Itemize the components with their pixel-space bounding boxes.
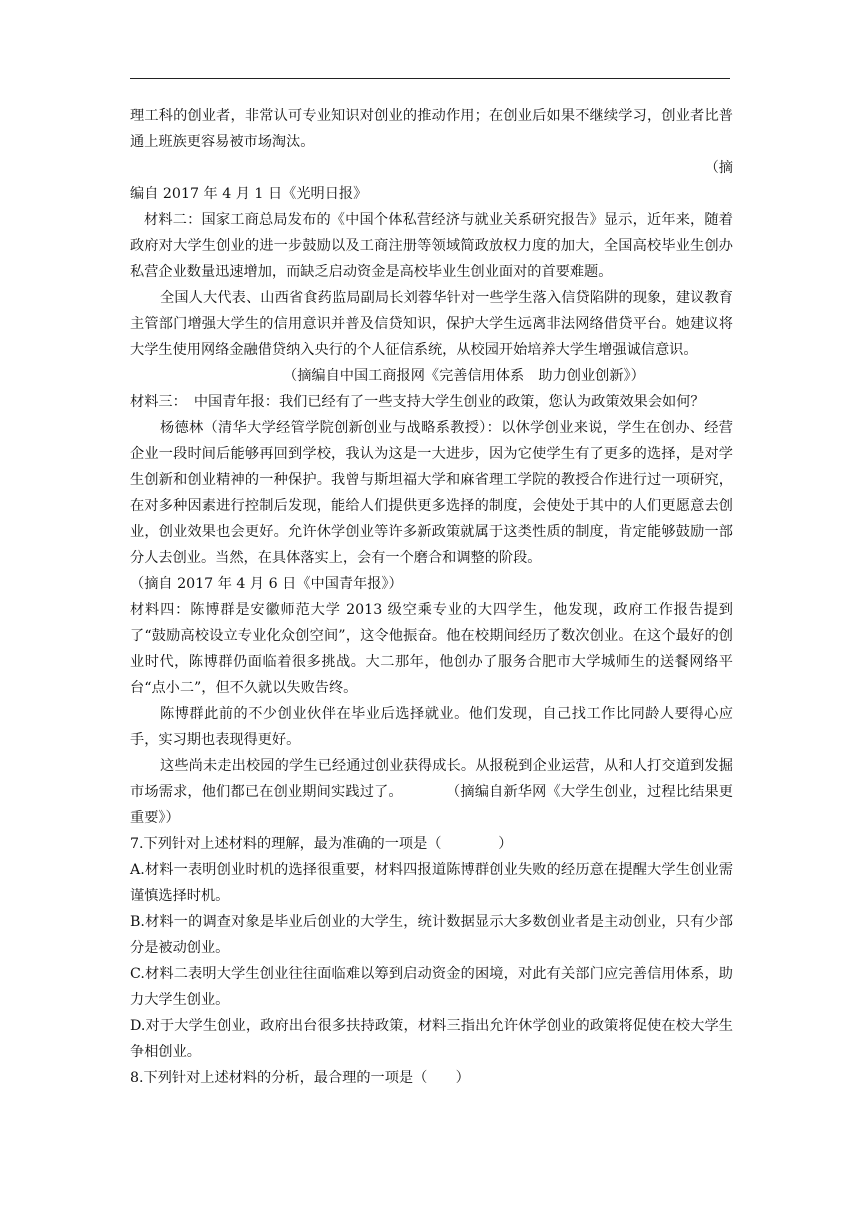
header-rule xyxy=(130,78,730,79)
citation-fragment: （摘 xyxy=(704,160,733,176)
question-7-option-d: D.对于大学生创业，政府出台很多扶持政策，材料三指出允许休学创业的政策将促使在校大学生争相创业。 xyxy=(130,1018,733,1060)
question-7-option-a: A.材料一表明创业时机的选择很重要，材料四报道陈博群创业失败的经历意在提醒大学生创业需谨慎选择时机。 xyxy=(130,862,733,904)
question-7-stem: 7.下列针对上述材料的理解，最为准确的一项是（ ） xyxy=(130,836,513,852)
paragraph-material-two: 材料二：国家工商总局发布的《中国个体私营经济与就业关系研究报告》显示，近年来，随着政府对大学生创业的进一步鼓励以及工商注册等领域简政放权力度的加大，全国高校毕业生创办私营企业数量迅速增加，而缺乏启动资金是高校毕业生创业面对的首要难题。 xyxy=(130,212,733,280)
paragraph-material-three-answer: 杨德林（清华大学经管学院创新创业与战略系教授）：以休学创业来说，学生在创办、经营企业一段时间后能够再回到学校，我认为这是一大进步，因为它使学生有了更多的选择，是对学生创新和创业精神的一种保护。我曾与斯坦福大学和麻省理工学院的教授合作进行过一项研究，在对多种因素进行控制后发现，能给人们提供更多选择的制度，会使处于其中的人们更愿意去创业，创业效果也会更好。允许休学创业等许多新政策就属于这类性质的制度，肯定能够鼓励一部分人去创业。当然，在具体落实上，会有一个磨合和调整的阶段。 xyxy=(130,420,733,566)
citation-youth-daily: （摘自 2017 年 4 月 6 日《中国青年报》） xyxy=(130,576,403,592)
citation-gongshang: （摘编自中国工商报网《完善信用体系 助力创业创新》） xyxy=(283,368,645,384)
paragraph-material-two-cont: 全国人大代表、山西省食药监局副局长刘蓉华针对一些学生落入信贷陷阱的现象，建议教育主管部门增强大学生的信用意识并普及信贷知识，保护大学生远离非法网络借贷平台。她建议将大学生使用网络金融借贷纳入央行的个人征信系统，从校园开始培养大学生增强诚信意识。 xyxy=(130,290,733,358)
document-body xyxy=(130,103,733,1091)
question-7-option-c: C.材料二表明大学生创业往往面临难以筹到启动资金的困境，对此有关部门应完善信用体系，助力大学生创业。 xyxy=(130,966,733,1008)
paragraph-material-four: 材料四：陈博群是安徽师范大学 2013 级空乘专业的大四学生，他发现，政府工作报告提到了“鼓励高校设立专业化众创空间”，这令他振奋。他在校期间经历了数次创业。在这个最好的创业时代，陈博群仍面临着很多挑战。大二那年，他创办了服务合肥市大学城师生的送餐网络平台“点小二”，但不久就以失败告终。 xyxy=(130,602,733,696)
paragraph-material-four-cont: 陈博群此前的不少创业伙伴在毕业后选择就业。他们发现，自己找工作比同龄人要得心应手，实习期也表现得更好。 xyxy=(130,706,733,748)
citation-guangming-daily: 编自 2017 年 4 月 1 日《光明日报》 xyxy=(130,186,368,202)
paragraph-material-one-end: 理工科的创业者，非常认可专业知识对创业的推动作用；在创业后如果不继续学习，创业者比普通上班族更容易被市场淘汰。 xyxy=(130,108,733,150)
paragraph-material-three-question: 材料三： 中国青年报：我们已经有了一些支持大学生创业的政策，您认为政策效果会如何？ xyxy=(130,394,705,410)
question-8-stem: 8.下列针对上述材料的分析，最合理的一项是（ ） xyxy=(130,1070,470,1086)
question-7-option-b: B.材料一的调查对象是毕业后创业的大学生，统计数据显示大多数创业者是主动创业，只有少部分是被动创业。 xyxy=(130,914,733,956)
paragraph-material-four-end: 这些尚未走出校园的学生已经通过创业获得成长。从报税到企业运营，从和人打交道到发掘市场需求，他们都已在创业期间实践过了。 （摘编自新华网《大学生创业，过程比结果更重要》） xyxy=(130,758,733,826)
